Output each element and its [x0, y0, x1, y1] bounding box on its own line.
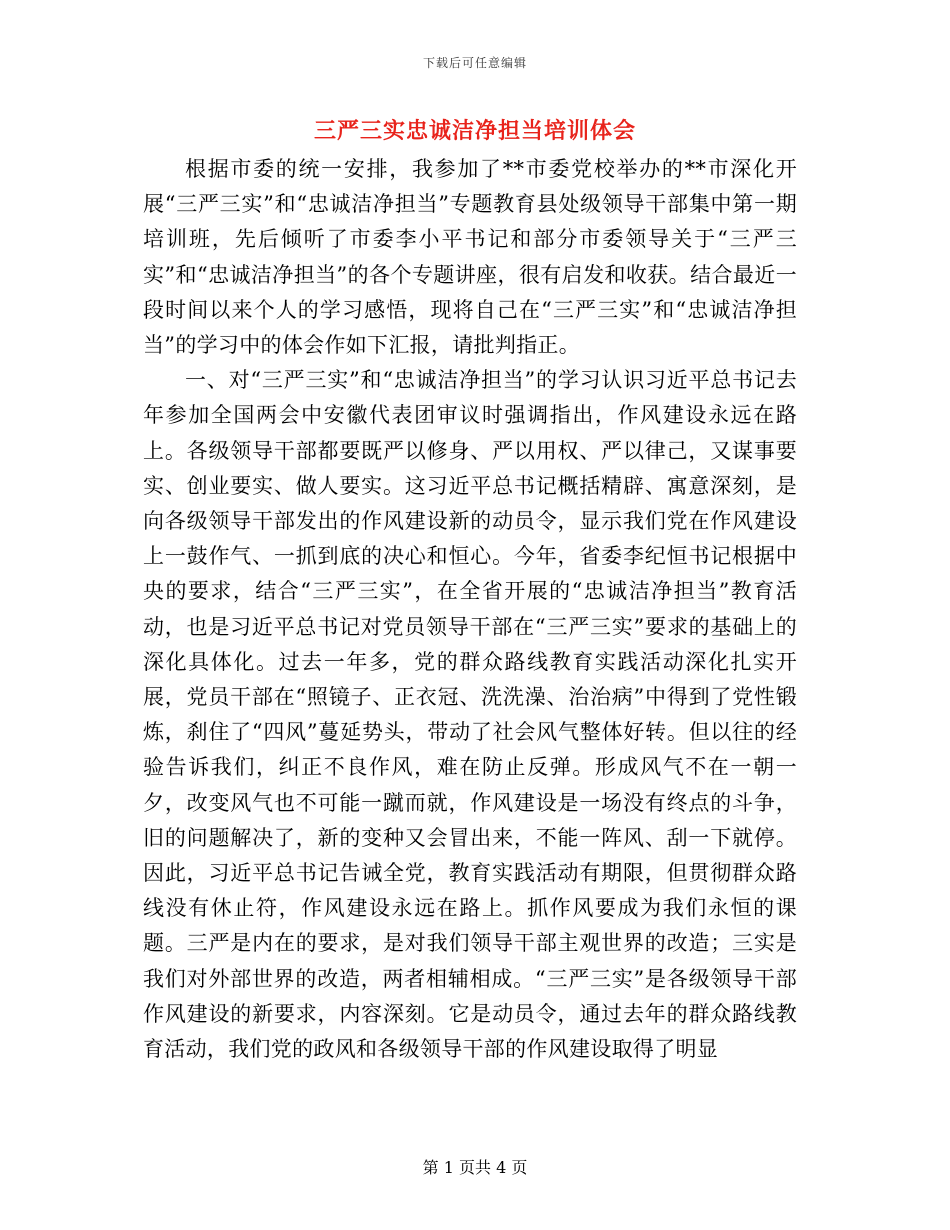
- paragraph-section-one: 一、对“三严三实”和“忠诚洁净担当”的学习认识习近平总书记去年参加全国两会中安徽代表团审议时强调指出，作风建设永远在路上。各级领导干部都要既严以修身、严以用权、严以律己，又谋事要实、创业要实、做人要实。这习近平总书记概括精辟、寓意深刻，是向各级领导干部发出的作风建设新的动员令，显示我们党在作风建设上一鼓作气、一抓到底的决心和恒心。今年，省委李纪恒书记根据中央的要求，结合“三严三实”，在全省开展的“忠诚洁净担当”教育活动，也是习近平总书记对党员领导干部在“三严三实”要求的基础上的深化具体化。过去一年多，党的群众路线教育实践活动深化扎实开展，党员干部在“照镜子、正衣冠、洗洗澡、治治病”中得到了党性锻炼，刹住了“四风”蔓延势头，带动了社会风气整体好转。但以往的经验告诉我们，纠正不良作风，难在防止反弹。形成风气不在一朝一夕，改变风气也不可能一蹴而就，作风建设是一场没有终点的斗争，旧的问题解决了，新的变种又会冒出来，不能一阵风、刮一下就停。因此，习近平总书记告诫全党，教育实践活动有期限，但贯彻群众路线没有休止符，作风建设永远在路上。抓作风要成为我们永恒的课题。三严是内在的要求，是对我们领导干部主观世界的改造；三实是我们对外部世界的改造，两者相辅相成。“三严三实”是各级领导干部作风建设的新要求，内容深刻。它是动员令，通过去年的群众路线教育活动，我们党的政风和各级领导干部的作风建设取得了明显: [143, 368, 797, 1062]
- page-number-footer: 第 1 页共 4 页: [422, 1158, 528, 1177]
- document-body: [143, 152, 797, 1067]
- document-title: 三严三实忠诚洁净担当培训体会: [313, 118, 636, 144]
- header-note: 下载后可任意编辑: [422, 56, 527, 70]
- paragraph-intro: 根据市委的统一安排，我参加了**市委党校举办的**市深化开展“三严三实”和“忠诚洁净担当”专题教育县处级领导干部集中第一期培训班，先后倾听了市委李小平书记和部分市委领导关于“三严三实”和“忠诚洁净担当”的各个专题讲座，很有启发和收获。结合最近一段时间以来个人的学习感悟，现将自己在“三严三实”和“忠诚洁净担当”的学习中的体会作如下汇报，请批判指正。: [143, 157, 797, 358]
